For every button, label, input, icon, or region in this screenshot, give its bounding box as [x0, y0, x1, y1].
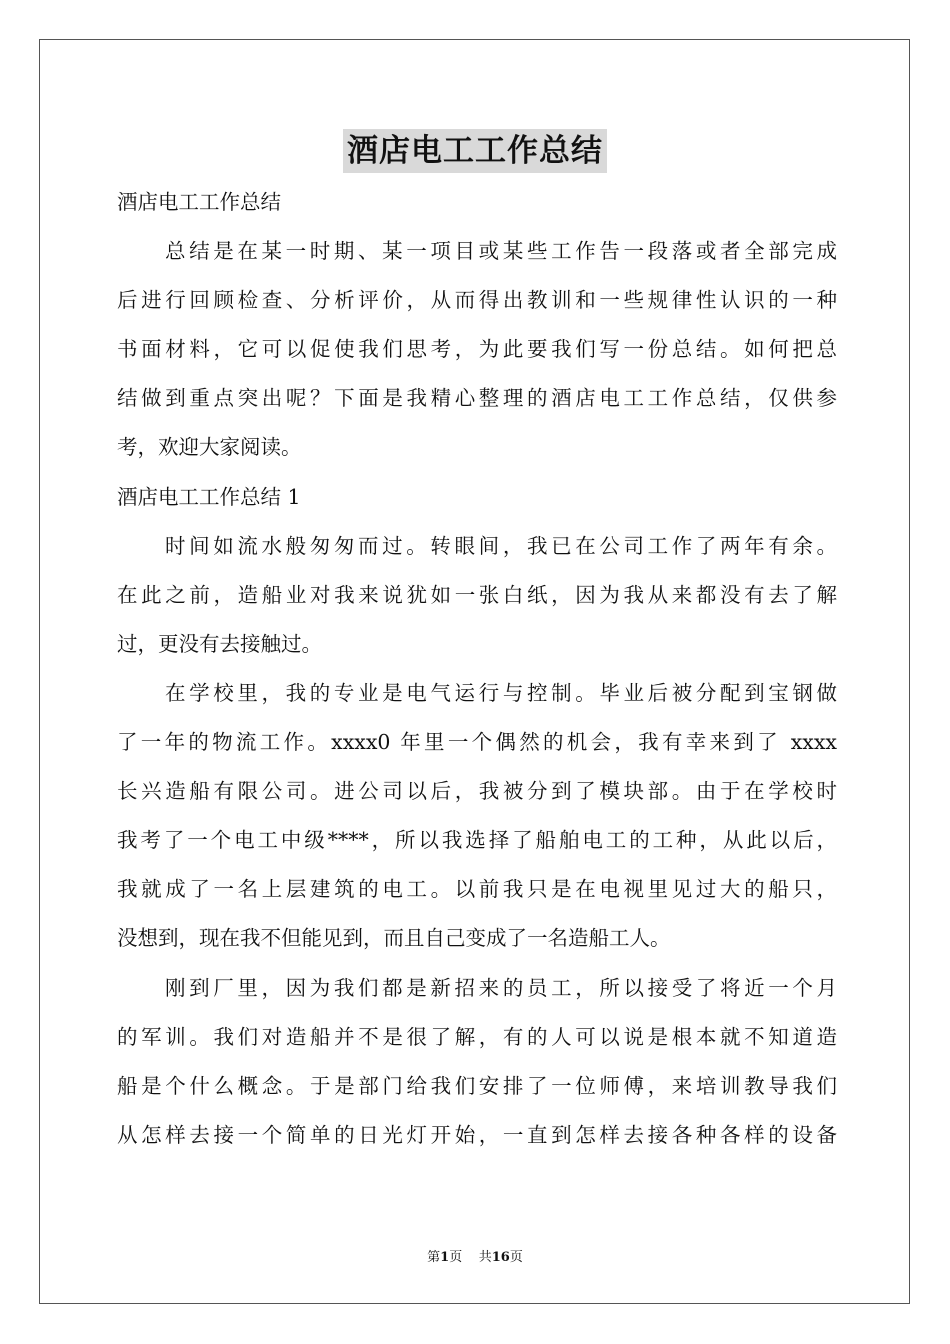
body-line: 后进行回顾检查、分析评价，从而得出教训和一些规律性认识的一种: [117, 288, 837, 313]
total-label-unit: 页: [509, 1250, 523, 1265]
body-line: 考，欢迎大家阅读。: [117, 435, 302, 460]
body-line: 我考了一个电工中级****，所以我选择了船舶电工的工种，从此以后，: [117, 828, 837, 853]
body-line: 刚到厂里，因为我们都是新招来的员工，所以接受了将近一个月: [165, 975, 837, 1000]
body-line: 在学校里，我的专业是电气运行与控制。毕业后被分配到宝钢做: [165, 680, 837, 705]
total-label-prefix: 共: [478, 1250, 492, 1265]
subtitle-line: 酒店电工工作总结: [117, 190, 281, 214]
body-line: 从怎样去接一个简单的日光灯开始，一直到怎样去接各种各样的设备: [117, 1122, 837, 1147]
body-line: 总结是在某一时期、某一项目或某些工作告一段落或者全部完成: [165, 239, 837, 264]
page-footer: [0, 1246, 950, 1265]
body-line: 我就成了一名上层建筑的电工。以前我只是在电视里见过大的船只，: [117, 877, 837, 902]
body-line: 船是个什么概念。于是部门给我们安排了一位师傅，来培训教导我们: [117, 1073, 837, 1098]
body-line: 在此之前，造船业对我来说犹如一张白纸，因为我从来都没有去了解: [117, 582, 837, 607]
page-label-unit: 页: [449, 1250, 463, 1265]
body-line: 长兴造船有限公司。进公司以后，我被分到了模块部。由于在学校时: [117, 779, 837, 804]
page-label-prefix: 第: [427, 1250, 441, 1265]
body-line: 没想到，现在我不但能见到，而且自己变成了一名造船工人。: [117, 926, 671, 951]
body-line: 了一年的物流工作。xxxx0 年里一个偶然的机会，我有幸来到了 xxxx: [117, 730, 837, 755]
document-body: [117, 178, 837, 1160]
section-heading: 酒店电工工作总结 1: [117, 484, 301, 509]
document-title-text: 酒店电工工作总结: [343, 129, 607, 173]
body-line: 过，更没有去接触过。: [117, 631, 322, 656]
document-title: [0, 128, 950, 173]
body-line: 时间如流水般匆匆而过。转眼间，我已在公司工作了两年有余。: [165, 533, 837, 558]
body-line: 书面材料，它可以促使我们思考，为此要我们写一份总结。如何把总: [117, 337, 837, 362]
current-page-number: 1: [440, 1250, 450, 1265]
body-line: 的军训。我们对造船并不是很了解，有的人可以说是根本就不知道造: [117, 1024, 837, 1049]
body-line: 结做到重点突出呢？下面是我精心整理的酒店电工工作总结，仅供参: [117, 386, 837, 411]
total-page-count: 16: [491, 1250, 510, 1265]
